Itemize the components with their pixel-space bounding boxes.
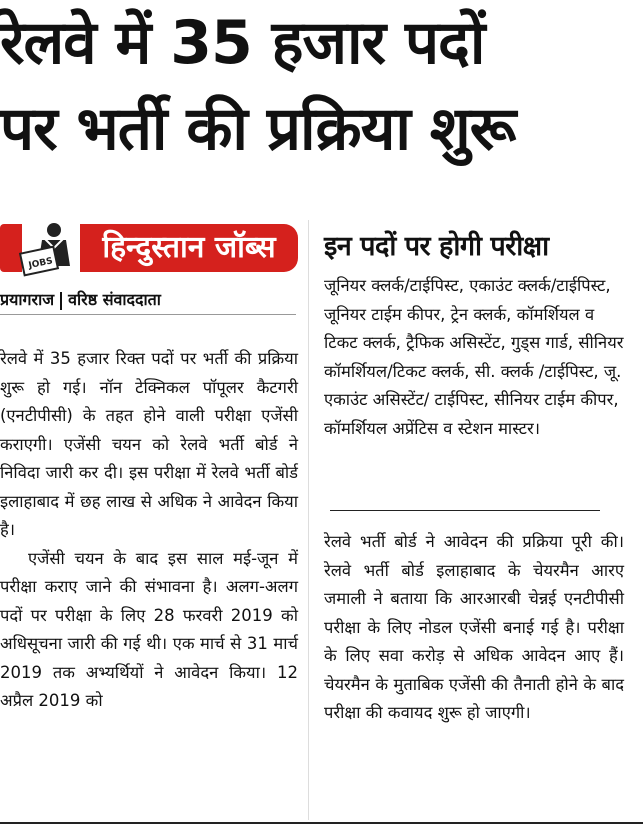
byline-rule [0, 314, 296, 315]
byline-separator [60, 292, 62, 310]
brand-name: हिन्दुस्तान जॉब्स [80, 224, 298, 272]
column-separator [308, 220, 309, 820]
headline-line-1: रेलवे में 35 हजार पदों [0, 8, 485, 78]
byline-reporter: वरिष्ठ संवाददाता [68, 290, 161, 309]
article-paragraph-1: रेलवे में 35 हजार रिक्त पदों पर भर्ती की प्रक्रिया शुरू हो गई। नॉन टेक्निकल पॉपूलर कैटगरी (एनटीपीसी) के तहत होने वाली परीक्षा एजेंसी कराएगी। एजेंसी चयन को रेलवे भर्ती बोर्ड ने निविदा जारी कर दी। इस परीक्षा में रेलवे भर्ती बोर्ड इलाहाबाद में छह लाख से अधिक ने आवेदन किया है। [0, 349, 298, 539]
sidebar-heading: इन पदों पर होगी परीक्षा [324, 231, 549, 262]
sidebar-divider [330, 510, 600, 511]
headline [0, 0, 643, 172]
jobs-icon [14, 218, 84, 278]
article-left-column [0, 345, 298, 716]
article-right-column: रेलवे भर्ती बोर्ड ने आवेदन की प्रक्रिया पूरी की। रेलवे भर्ती बोर्ड इलाहाबाद के चेयरमैन आरए जमाली ने बताया कि आरआरबी चेन्नई एनटीपीसी परीक्षा के लिए नोडल एजेंसी बनाई गई है। परीक्षा के लिए सवा करोड़ से अधिक आवेदन आए हैं। चेयरमैन के मुताबिक एजेंसी की तैनाती होने के बाद परीक्षा की कवायद शुरू हो जाएगी। [324, 532, 624, 722]
bottom-rule [0, 822, 643, 824]
jobs-icon-label: JOBS [27, 256, 54, 272]
sidebar-posts-list: जूनियर क्लर्क/टाईपिस्ट, एकाउंट क्लर्क/टाईपिस्ट, जूनियर टाईम कीपर, ट्रेन क्लर्क, कॉमर्शियल व टिकट क्लर्क, ट्रैफिक असिस्टेंट, गुड्स गार्ड, सीनियर कॉमर्शियल/टिकट क्लर्क, सी. क्लर्क /टाईपिस्ट, जू. एकाउंट असिस्टेंट/ टाईपिस्ट, सीनियर टाईम कीपर, कॉमर्शियल अप्रेंटिस व स्टेशन मास्टर। [324, 276, 624, 438]
byline-city: प्रयागराज [0, 290, 55, 309]
headline-line-2: पर भर्ती की प्रक्रिया शुरू [0, 94, 516, 164]
byline [0, 288, 300, 310]
article-paragraph-2: एजेंसी चयन के बाद इस साल मई-जून में परीक्षा कराए जाने की संभावना है। अलग-अलग पदों पर परीक्षा के लिए 28 फरवरी 2019 को अधिसूचना जारी की गई थी। एक मार्च से 31 मार्च 2019 तक अभ्यर्थियों ने आवेदन किया। 12 अप्रैल 2019 को [0, 548, 298, 710]
brand-banner [0, 218, 298, 278]
